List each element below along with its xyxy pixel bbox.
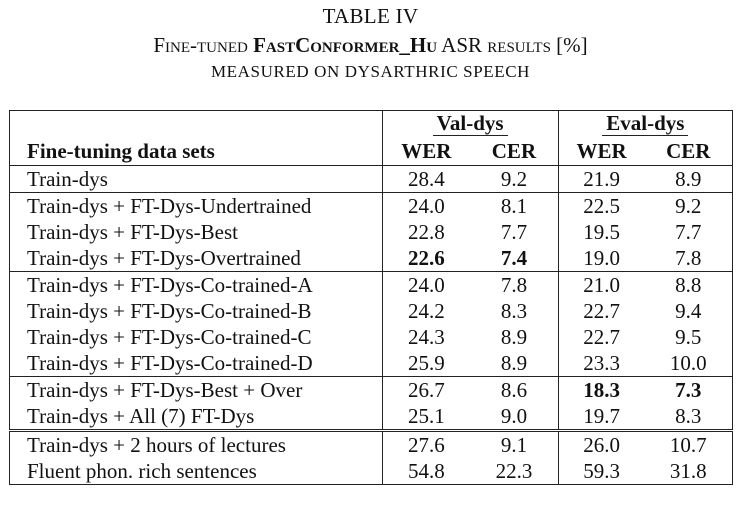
table-subtitle: MEASURED ON DYSARTHRIC SPEECH: [210, 62, 531, 81]
table-row: [10, 350, 733, 377]
table-row: [10, 377, 733, 404]
table-cell: 19.7: [558, 403, 644, 431]
table-cell: 21.9: [558, 166, 644, 193]
table-cell: 27.6: [382, 431, 470, 459]
table-cell: 24.2: [382, 298, 470, 324]
table-cell: 25.1: [382, 403, 470, 431]
table-cell: 21.0: [558, 272, 644, 299]
row-label: Train-dys: [10, 166, 383, 193]
title-suffix: ASR results [%]: [437, 33, 588, 57]
table-cell-best: 18.3: [558, 377, 644, 404]
table-title: [0, 35, 741, 56]
table-cell: 9.1: [470, 431, 558, 459]
table-row: [10, 403, 733, 431]
row-label: Train-dys + FT-Dys-Co-trained-B: [10, 298, 383, 324]
metric-header: CER: [491, 139, 537, 163]
row-label: Train-dys + FT-Dys-Co-trained-D: [10, 350, 383, 377]
table-cell: 8.9: [500, 324, 528, 349]
table-cell: 19.5: [558, 219, 644, 245]
table-cell: 9.2: [470, 166, 558, 193]
row-label: Train-dys + All (7) FT-Dys: [10, 403, 383, 431]
table-cell: 8.9: [644, 166, 732, 193]
table-row: [10, 298, 733, 324]
table-cell: 22.8: [382, 219, 470, 245]
title-prefix: Fine-tuned: [153, 33, 254, 57]
table-cell: 22.7: [558, 324, 644, 350]
table-cell: 24.0: [382, 272, 470, 299]
row-label: Train-dys + FT-Dys-Overtrained: [10, 245, 383, 272]
table-cell-best: 7.3: [644, 377, 732, 404]
table-cell-best: 22.6: [382, 245, 470, 272]
title-model: FastConformer_Hu: [253, 33, 438, 57]
table-cell: 25.9: [382, 350, 470, 377]
metric-header: WER: [558, 138, 644, 166]
table-cell: 9.0: [500, 403, 528, 428]
row-label: Fluent phon. rich sentences: [10, 458, 383, 485]
table-cell: 10.7: [644, 431, 732, 459]
table-cell: 8.3: [500, 298, 528, 323]
metric-header: WER: [382, 138, 470, 166]
metric-header: CER: [644, 138, 732, 166]
table-cell: 8.3: [644, 403, 732, 431]
table-cell: 31.8: [644, 458, 732, 485]
table-cell: 24.3: [382, 324, 470, 350]
table-cell: 28.4: [382, 166, 470, 193]
table-cell: 22.7: [558, 298, 644, 324]
row-label: Train-dys + FT-Dys-Best: [10, 219, 383, 245]
group-header-eval-dys: Eval-dys: [558, 111, 732, 139]
table-cell: 8.9: [500, 350, 528, 375]
table-row: [10, 431, 733, 459]
table-label: TABLE IV: [322, 4, 419, 28]
table-row: [10, 272, 733, 299]
table-cell: 7.8: [644, 245, 732, 272]
table-cell: 7.7: [644, 219, 732, 245]
table-cell-best: 7.4: [500, 245, 528, 270]
row-label: Train-dys + FT-Dys-Co-trained-A: [10, 272, 383, 299]
row-header-label: Fine-tuning data sets: [10, 138, 383, 166]
table-cell: 9.2: [644, 193, 732, 220]
row-label: Train-dys + FT-Dys-Undertrained: [10, 193, 383, 220]
table-row: [10, 245, 733, 272]
table-cell: 22.3: [470, 458, 558, 485]
table-cell: 19.0: [558, 245, 644, 272]
table-row: [10, 193, 733, 220]
table-row: [10, 324, 733, 350]
table-cell: 26.0: [558, 431, 644, 459]
table-cell: 24.0: [382, 193, 470, 220]
table-cell: 10.0: [644, 350, 732, 377]
table-row: [10, 458, 733, 485]
table-cell: 7.8: [470, 272, 558, 299]
table-cell: 54.8: [382, 458, 470, 485]
table-cell: 7.7: [500, 219, 528, 244]
group-header-val-dys: Val-dys: [382, 111, 558, 139]
table-cell: 26.7: [382, 377, 470, 404]
row-label: Train-dys + 2 hours of lectures: [10, 431, 383, 459]
header-row-metrics: [10, 138, 733, 166]
row-label: Train-dys + FT-Dys-Best + Over: [10, 377, 383, 404]
table-cell: 8.6: [470, 377, 558, 404]
row-label: Train-dys + FT-Dys-Co-trained-C: [10, 324, 383, 350]
header-row-groups: [10, 111, 733, 139]
table-cell: 9.5: [644, 324, 732, 350]
table-row: [10, 166, 733, 193]
table-cell: 9.4: [644, 298, 732, 324]
table-cell: 22.5: [558, 193, 644, 220]
table-cell: 59.3: [558, 458, 644, 485]
table-cell: 8.8: [644, 272, 732, 299]
results-table: [9, 110, 733, 485]
table-cell: 8.1: [470, 193, 558, 220]
table-row: [10, 219, 733, 245]
table-cell: 23.3: [558, 350, 644, 377]
